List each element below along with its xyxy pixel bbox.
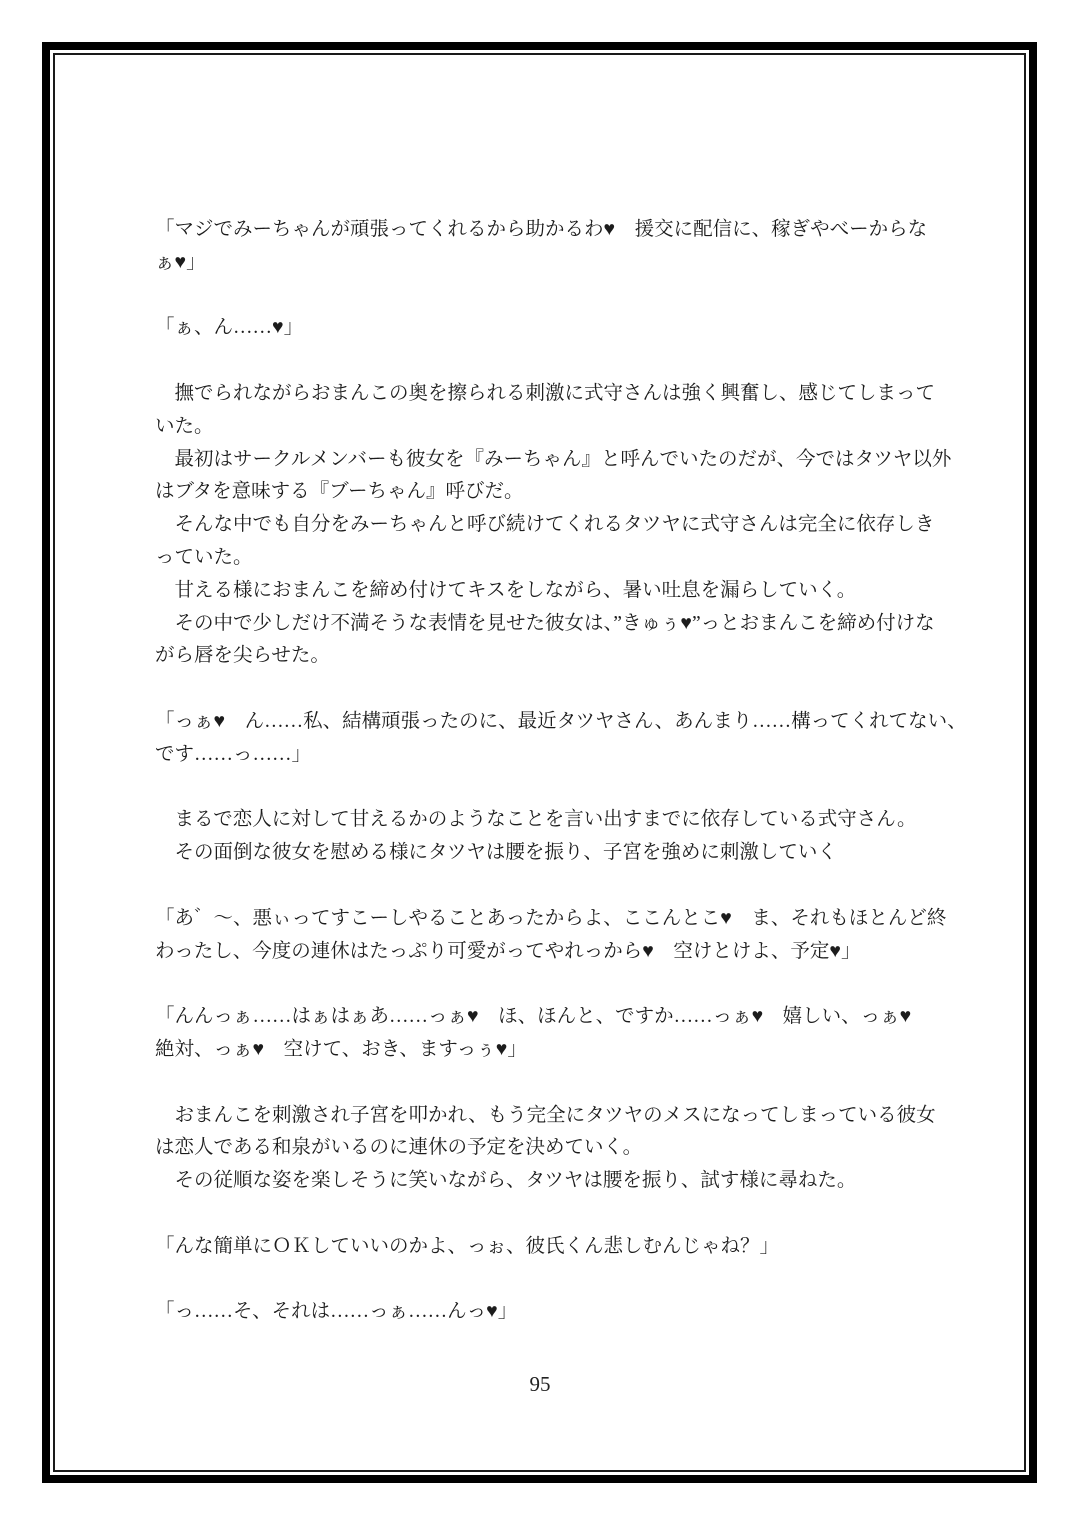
text-line: 最初はサークルメンバーも彼女を『みーちゃん』と呼んでいたのだが、今ではタツヤ以外: [155, 448, 952, 470]
text-line: は恋人である和泉がいるのに連休の予定を決めていく。: [155, 1137, 643, 1159]
text-line: 「んんっぁ……はぁはぁあ……っぁ♥ ほ、ほんと、ですか……っぁ♥ 嬉しい、っぁ♥: [155, 1006, 912, 1028]
text-line: はブタを意味する『ブーちゃん』呼びだ。: [155, 481, 524, 503]
narration-block: [155, 1100, 975, 1198]
dialogue-block: [155, 1296, 975, 1329]
text-line: 撫でられながらおまんこの奥を擦られる刺激に式守さんは強く興奮し、感じてしまって: [155, 382, 936, 404]
text-line: おまんこを刺激され子宮を叩かれ、もう完全にタツヤのメスになってしまっている彼女: [155, 1104, 936, 1126]
text-line: です……っ……」: [155, 743, 312, 765]
dialogue-block: [155, 312, 975, 345]
dialogue-block: [155, 214, 975, 280]
text-line: まるで恋人に対して甘えるかのようなことを言い出すまでに依存している式守さん。: [155, 809, 917, 831]
text-line: 甘える様におまんこを締め付けてキスをしながら、暑い吐息を漏らしていく。: [155, 579, 857, 601]
text-line: いた。: [155, 415, 214, 437]
text-line: その従順な姿を楽しそうに笑いながら、タツヤは腰を振り、試す様に尋ねた。: [155, 1170, 857, 1192]
narration-block: [155, 378, 975, 673]
text-line: そんな中でも自分をみーちゃんと呼び続けてくれるタツヤに式守さんは完全に依存しき: [155, 514, 935, 536]
text-line: その面倒な彼女を慰める様にタツヤは腰を振り、子宮を強めに刺激していく: [155, 842, 837, 864]
text-line: 「ぁ、ん……♥」: [155, 317, 304, 339]
text-line: わったし、今度の連休はたっぷり可愛がってやれっから♥ 空けとけよ、予定♥」: [155, 940, 861, 962]
text-line: 「あ゛～、悪ぃってすこーしやることあったからよ、ここんとこ♥ ま、それもほとんど終: [155, 907, 947, 929]
text-line: その中で少しだけ不満そうな表情を見せた彼女は、”きゅぅ♥”っとおまんこを締め付けな: [155, 612, 935, 634]
dialogue-block: [155, 1001, 975, 1067]
dialogue-block: [155, 1231, 975, 1264]
page-number: 95: [529, 1372, 551, 1396]
text-line: 「っ……そ、それは……っぁ……んっ♥」: [155, 1301, 518, 1323]
text-content: [155, 214, 975, 1329]
text-line: 「マジでみーちゃんが頑張ってくれるから助かるわ♥ 援交に配信に、稼ぎやべーからな: [155, 219, 928, 240]
text-line: 「んな簡単にＯＫしていいのかよ、っぉ、彼氏くん悲しむんじゃね？」: [155, 1235, 780, 1257]
dialogue-block: [155, 706, 975, 772]
text-line: 絶対、っぁ♥ 空けて、おき、ますっぅ♥」: [155, 1038, 527, 1060]
narration-block: [155, 804, 975, 870]
text-line: 「っぁ♥ ん……私、結構頑張ったのに、最近タツヤさん、あんまり……構ってくれてない、: [155, 710, 967, 732]
text-line: がら唇を尖らせた。: [155, 645, 330, 667]
dialogue-block: [155, 903, 975, 969]
text-line: っていた。: [155, 546, 253, 568]
text-line: ぁ♥」: [155, 251, 206, 273]
